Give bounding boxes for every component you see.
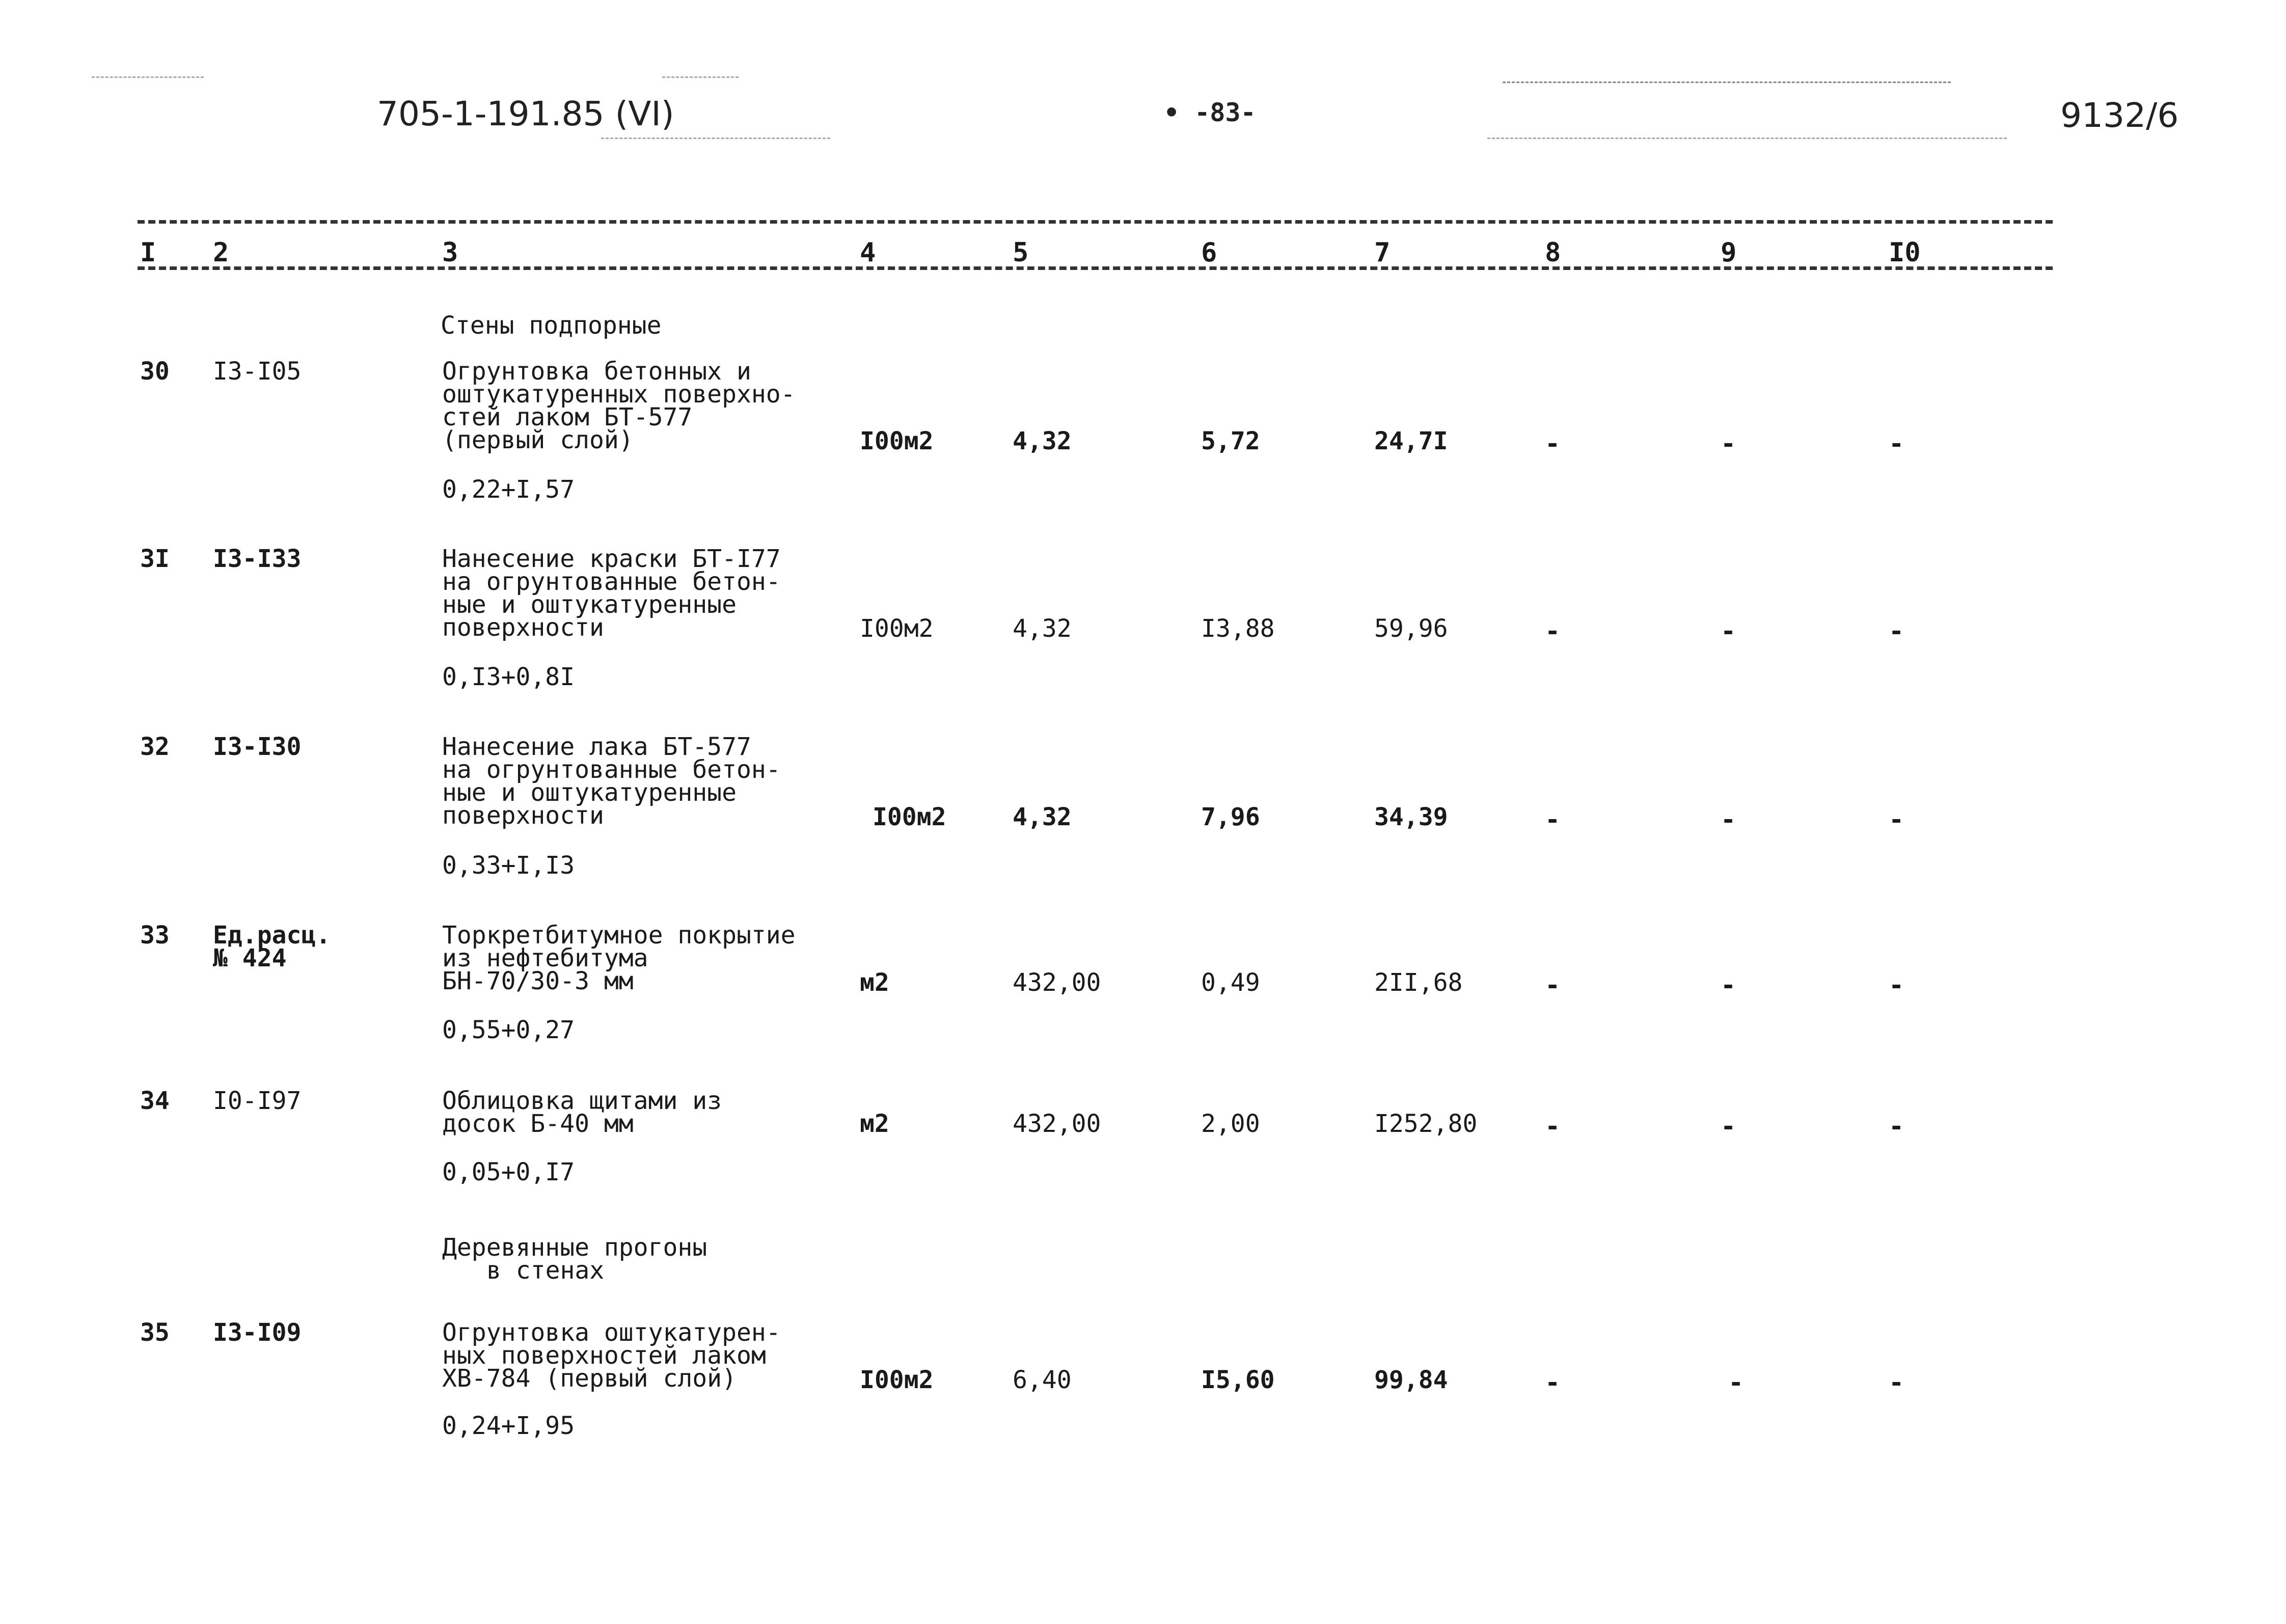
work-description: ные и оштукатуренные <box>442 778 737 807</box>
work-description: из нефтебитума <box>442 944 648 972</box>
col-9-value: - <box>1721 429 1736 458</box>
formula: 0,55+0,27 <box>442 1016 575 1044</box>
section-title: Стены подпорные <box>441 311 662 340</box>
work-description: ные и оштукатуренные <box>442 590 737 619</box>
page-number: • -83- <box>1164 98 1256 127</box>
col-8-value: - <box>1545 805 1561 834</box>
col-8-value: - <box>1545 1112 1561 1141</box>
norm-code: Ед.расц. <box>213 921 331 950</box>
row-number: 34 <box>140 1087 170 1115</box>
work-description: (первый слой) <box>442 426 634 454</box>
formula: 0,24+I,95 <box>442 1412 575 1440</box>
unit: м2 <box>860 968 889 997</box>
work-description: ХВ-784 (первый слой) <box>442 1364 737 1393</box>
document-code: 705-1-191.85 (VI) <box>377 94 674 133</box>
col-3-label: 3 <box>442 237 458 268</box>
col-8-value: - <box>1545 970 1561 1000</box>
work-description: оштукатуренных поверхно- <box>442 380 796 409</box>
unit-price: 2,00 <box>1201 1109 1260 1138</box>
total-cost: 99,84 <box>1374 1366 1448 1394</box>
col-8-value: - <box>1545 1368 1561 1397</box>
row-number: 3I <box>140 545 170 573</box>
row-number: 33 <box>140 921 170 950</box>
quantity: 6,40 <box>1013 1366 1072 1394</box>
work-description: Нанесение лака БТ-577 <box>442 733 751 761</box>
col-10-label: I0 <box>1889 237 1921 268</box>
unit-price: 0,49 <box>1201 968 1260 997</box>
col-7-label: 7 <box>1374 237 1391 268</box>
row-number: 35 <box>140 1318 170 1347</box>
col-9-value: - <box>1728 1368 1744 1397</box>
quantity: 4,32 <box>1013 614 1072 643</box>
work-description: поверхности <box>442 613 604 642</box>
col-4-label: 4 <box>860 237 876 268</box>
col-2-label: 2 <box>213 237 229 268</box>
total-cost: 59,96 <box>1374 614 1448 643</box>
unit-price: I3,88 <box>1201 614 1275 643</box>
work-description: Торкретбитумное покрытие <box>442 921 796 950</box>
work-description: Облицовка щитами из <box>442 1087 722 1115</box>
unit: I00м2 <box>860 1366 934 1394</box>
unit: м2 <box>860 1109 889 1138</box>
unit: I00м2 <box>873 803 946 831</box>
col-10-value: - <box>1889 1368 1904 1397</box>
col-9-value: - <box>1721 616 1736 646</box>
col-8-value: - <box>1545 429 1561 458</box>
unit: I00м2 <box>860 427 934 455</box>
col-6-label: 6 <box>1201 237 1217 268</box>
total-cost: 2II,68 <box>1374 968 1463 997</box>
row-number: 30 <box>140 357 170 386</box>
col-9-label: 9 <box>1721 237 1737 268</box>
unit: I00м2 <box>860 614 934 643</box>
total-cost: 34,39 <box>1374 803 1448 831</box>
norm-code: I3-I05 <box>213 357 302 386</box>
col-10-value: - <box>1889 1112 1904 1141</box>
work-description: Нанесение краски БТ-I77 <box>442 545 781 573</box>
col-8-value: - <box>1545 616 1561 646</box>
sheet-number: 9132/6 <box>2060 96 2179 135</box>
col-9-value: - <box>1721 805 1736 834</box>
work-description: досок Б-40 мм <box>442 1109 634 1138</box>
unit-price: I5,60 <box>1201 1366 1275 1394</box>
section-title: в стенах <box>486 1256 605 1285</box>
work-description: на огрунтованные бетон- <box>442 567 781 596</box>
formula: 0,I3+0,8I <box>442 663 575 691</box>
norm-code: I3-I30 <box>213 733 302 761</box>
col-5-label: 5 <box>1013 237 1029 268</box>
work-description: на огрунтованные бетон- <box>442 755 781 784</box>
work-description: Огрунтовка оштукатурен- <box>442 1318 781 1347</box>
header-rule-top <box>138 220 2053 224</box>
col-10-value: - <box>1889 805 1904 834</box>
unit-price: 7,96 <box>1201 803 1260 831</box>
col-10-value: - <box>1889 429 1904 458</box>
work-description: БН-70/30-3 мм <box>442 967 634 995</box>
total-cost: 24,7I <box>1374 427 1448 455</box>
total-cost: I252,80 <box>1374 1109 1478 1138</box>
work-description: поверхности <box>442 801 604 830</box>
row-number: 32 <box>140 733 170 761</box>
norm-code: I3-I33 <box>213 545 302 573</box>
formula: 0,22+I,57 <box>442 475 575 504</box>
formula: 0,33+I,I3 <box>442 851 575 880</box>
quantity: 4,32 <box>1013 427 1072 455</box>
section-title: Деревянные прогоны <box>442 1233 707 1262</box>
quantity: 432,00 <box>1013 968 1101 997</box>
unit-price: 5,72 <box>1201 427 1260 455</box>
work-description: Огрунтовка бетонных и <box>442 357 751 386</box>
header-rule-bottom <box>138 266 2053 270</box>
formula: 0,05+0,I7 <box>442 1158 575 1186</box>
col-1-label: I <box>140 237 156 268</box>
norm-code: № 424 <box>213 944 287 972</box>
work-description: ных поверхностей лаком <box>442 1341 766 1370</box>
norm-code: I0-I97 <box>213 1087 302 1115</box>
quantity: 432,00 <box>1013 1109 1101 1138</box>
col-9-value: - <box>1721 1112 1736 1141</box>
work-description: стей лаком БТ-577 <box>442 403 693 431</box>
col-8-label: 8 <box>1545 237 1561 268</box>
norm-code: I3-I09 <box>213 1318 302 1347</box>
col-10-value: - <box>1889 970 1904 1000</box>
col-10-value: - <box>1889 616 1904 646</box>
col-9-value: - <box>1721 970 1736 1000</box>
quantity: 4,32 <box>1013 803 1072 831</box>
